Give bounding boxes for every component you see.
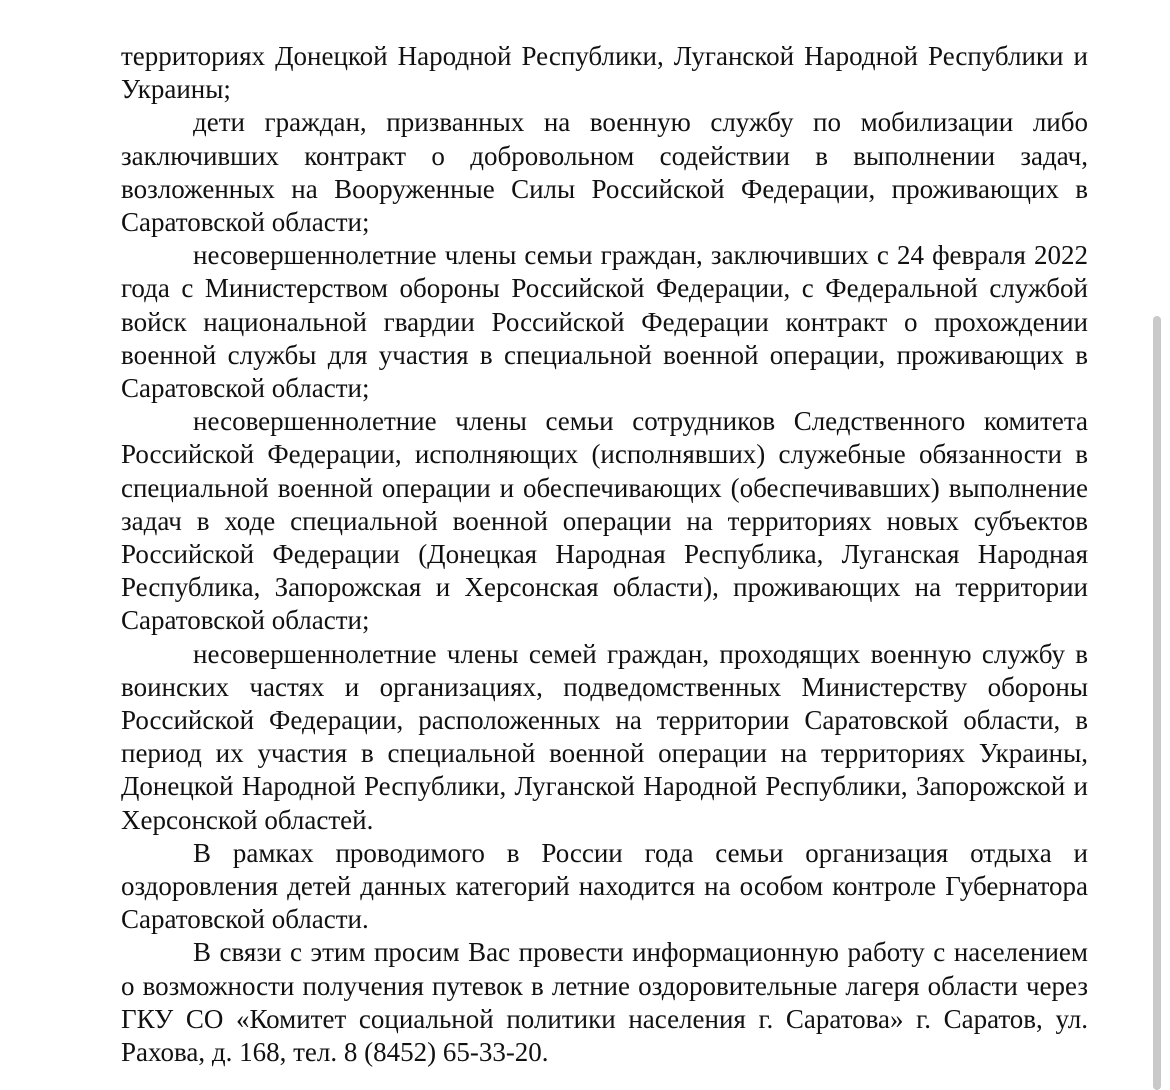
paragraph-request: В связи с этим просим Вас провести информационную работу с населением о возможности получения путевок в летние оздоровительные лагеря области через ГКУ СО «Комитет социальной политики населения г. Саратова» г. Саратов, ул. Рахова, д. 168, тел. 8 (8452) 65-33-20. [121,937,1088,1068]
vertical-scrollbar[interactable] [1153,316,1161,1090]
paragraph-contract-family-members: несовершеннолетние члены семьи граждан, заключивших с 24 февраля 2022 года с Министерством обороны Российской Федерации, с Федеральной службой войск национальной гвардии Российской Федерации контракт о прохождении военной службы для участия в специальной военной операции, проживающих в Саратовской области; [121,240,1088,404]
paragraph-military-units-families: несовершеннолетние члены семей граждан, проходящих военную службу в воинских частях и организациях, подведомственных Министерству обороны Российской Федерации, расположенных на территории Саратовской области, в период их участия в специальной военной операции на территориях Украины, Донецкой Народной Республики, Луганской Народной Республики, Запорожской и Херсонской областей. [121,638,1088,835]
paragraph-mobilized-children: дети граждан, призванных на военную службу по мобилизации либо заключивших контракт о добровольном содействии в выполнении задач, возложенных на Вооруженные Силы Российской Федерации, проживающих в Саратовской области; [121,107,1088,238]
paragraph-investigative-committee-families: несовершеннолетние члены семьи сотрудников Следственного комитета Российской Федерации, исполняющих (исполнявших) служебные обязанности в специальной военной операции и обеспечивающих (обеспечивавших) выполнение задач в ходе специальной военной операции на территориях новых субъектов Российской Федерации (Донецкая Народная Республика, Луганская Народная Республика, Запорожская и Херсонская области), проживающих на территории Саратовской области; [121,406,1088,636]
paragraph-governor-control: В рамках проводимого в России года семьи организация отдыха и оздоровления детей данных категорий находится на особом контроле Губернатора Саратовской области. [121,837,1088,935]
paragraph-continuation: территориях Донецкой Народной Республики, Луганской Народной Республики и Украины; [121,41,1088,105]
document-body [121,40,1088,1069]
